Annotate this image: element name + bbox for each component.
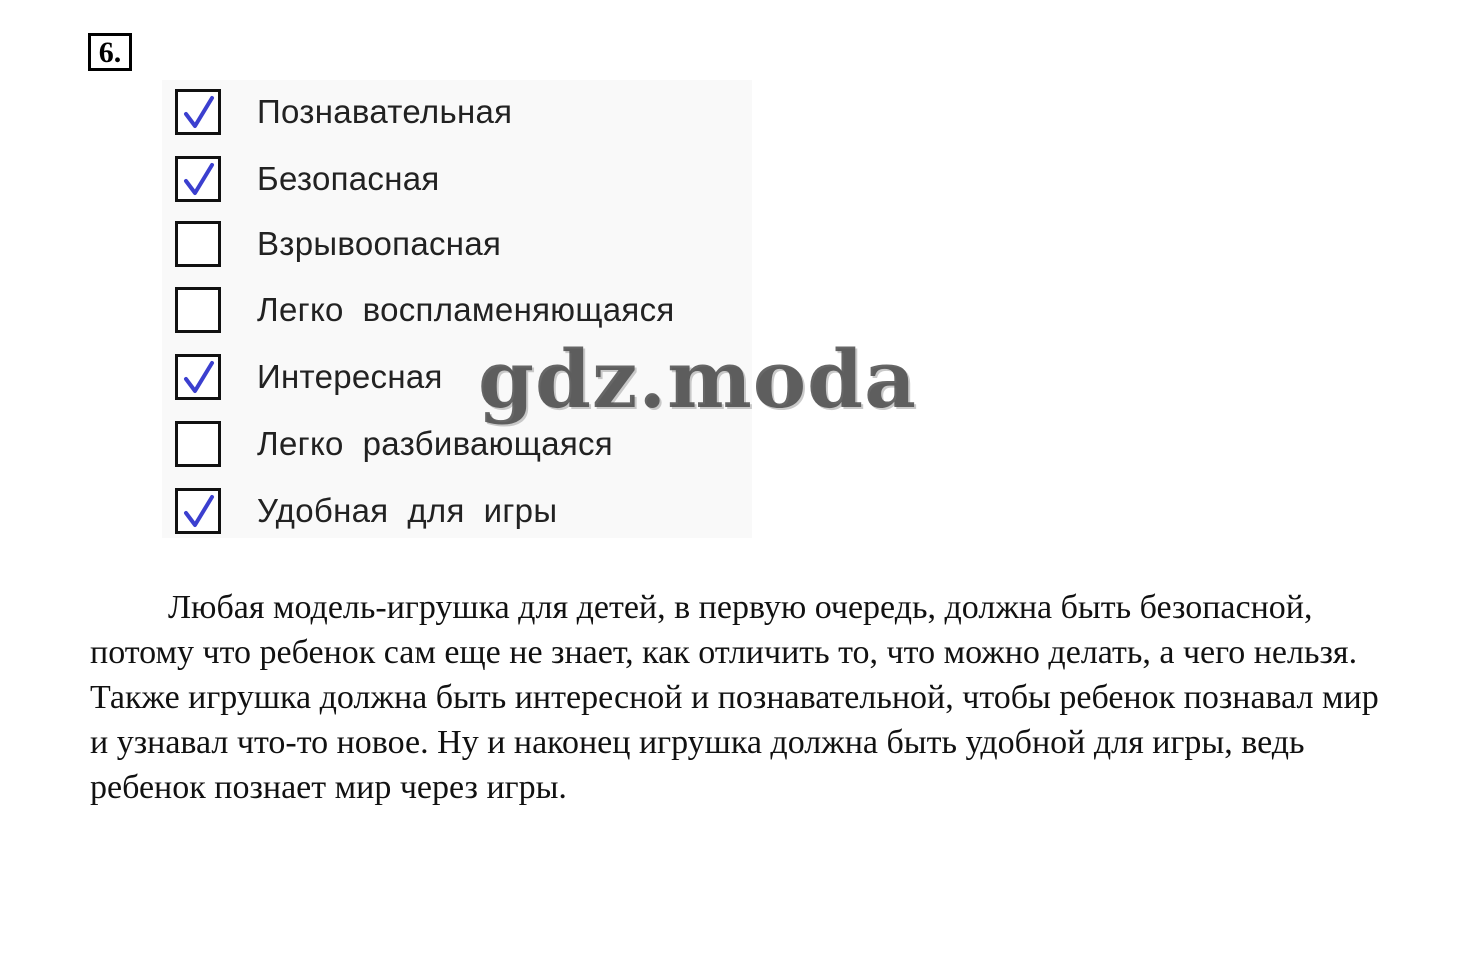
checkbox[interactable]: [175, 156, 221, 202]
option-3: [175, 218, 501, 270]
option-7: [175, 485, 557, 537]
checkmark-icon: [182, 493, 216, 531]
option-label: Взрывоопасная: [257, 225, 502, 262]
option-label: Познавательная: [257, 93, 513, 130]
checkbox[interactable]: [175, 287, 221, 333]
watermark: gdz.moda: [478, 332, 917, 426]
checkbox[interactable]: [175, 421, 221, 467]
checkmark-icon: [182, 359, 216, 397]
checkbox[interactable]: [175, 221, 221, 267]
option-label: Легко разбивающаяся: [257, 425, 613, 462]
option-2: [175, 153, 440, 205]
task-number: 6.: [88, 33, 132, 71]
option-5: [175, 351, 443, 403]
option-label: Интересная: [257, 358, 443, 395]
option-1: [175, 86, 512, 138]
checkmark-icon: [182, 161, 216, 199]
option-label: Безопасная: [257, 160, 440, 197]
option-label: Легко воспламеняющаяся: [257, 291, 675, 328]
option-label: Удобная для игры: [257, 492, 558, 529]
checkmark-icon: [182, 94, 216, 132]
checkbox[interactable]: [175, 89, 221, 135]
checkbox[interactable]: [175, 354, 221, 400]
checkbox[interactable]: [175, 488, 221, 534]
explanation-paragraph: Любая модель-игрушка для детей, в первую очередь, должна быть безопасной, потому что ребенок сам еще не знает, как отличить то, что можно делать, а чего нельзя. Также игрушка должна быть интересной и познавательной, чтобы ребенок познавал мир и узнавал что-то новое. Ну и наконец игрушка должна быть удобной для игры, ведь ребенок познает мир через игры.: [90, 589, 1379, 806]
option-4: [175, 284, 675, 336]
